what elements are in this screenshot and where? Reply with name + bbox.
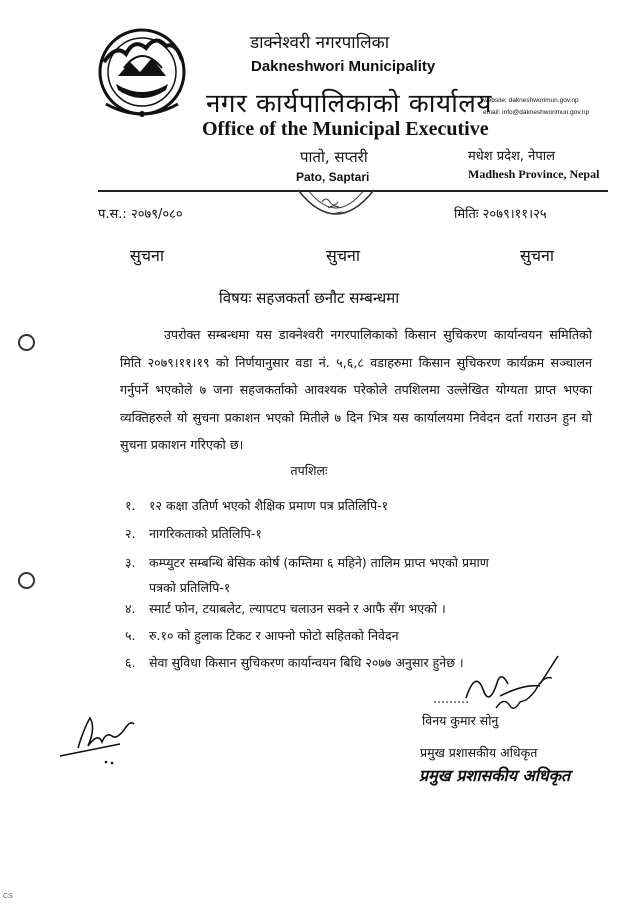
list-item (125, 497, 388, 514)
item-number: ४. (125, 601, 136, 616)
item-text: स्मार्ट फोन, टयाबलेट, ल्यापटप चलाउन सक्ने र आफै सँग भएको । (149, 601, 446, 616)
body-text: उपरोक्त सम्बन्धमा यस डाक्नेश्वरी नगरपालिकाको किसान सुचिकरण कार्यान्वयन समितिको मिति २०७९।११।१९ को निर्णयानुसार वडा नं. ५,६,८ वडाहरुमा किसान सुचिकरण कार्यक्रम सञ्चालन गर्नुपर्ने भएकोले ७ जना सहजकर्ताको आवश्यक परेकोले तपशिलमा उल्लेखित योग्यता प्राप्त भएका व्यक्तिहरुले यो सुचना प्रकाशन भएको मितीले ७ दिन भित्र यस कार्यालयमा निवेदन दर्ता गराउन हुन यो सुचना प्रकाशन गरिएको छ। (120, 327, 592, 452)
location-english: Pato, Saptari (296, 170, 370, 184)
office-stamp (292, 186, 380, 228)
item-text: नागरिकताको प्रतिलिपि-१ (149, 526, 262, 541)
list-item (125, 525, 262, 542)
email-text: email: info@dakneshworimun.gov.np (483, 109, 590, 116)
list-item (125, 550, 595, 600)
title-stamp: प्रमुख प्रशासकीय अधिकृत (419, 766, 571, 785)
list-item (125, 654, 464, 671)
office-name-nepali: नगर कार्यपालिकाको कार्यालय (206, 89, 493, 119)
item-number: १. (125, 498, 136, 513)
signer-title: प्रमुख प्रशासकीय अधिकृत (420, 745, 538, 760)
item-number: २. (125, 526, 136, 541)
list-item (125, 600, 446, 617)
location-nepali: पातो, सप्तरी (300, 148, 368, 166)
notice-label: सुचना (326, 246, 361, 265)
item-number: ६. (125, 655, 136, 670)
municipality-name-english: Dakneshwori Municipality (251, 58, 436, 75)
punch-hole (18, 572, 35, 589)
office-name-english: Office of the Municipal Executive (202, 118, 489, 140)
notice-label: सुचना (130, 246, 165, 265)
letter-date: मितिः २०७९।११।२५ (454, 207, 547, 222)
notice-label: सुचना (520, 246, 555, 265)
witness-signature (58, 712, 158, 768)
annex-title: तपशिलः (290, 463, 328, 478)
item-text: कम्प्युटर सम्बन्धि बेसिक कोर्ष (कम्तिमा ६ महिने) तालिम प्राप्त भएको प्रमाण (149, 555, 489, 570)
body-paragraph (120, 321, 592, 459)
item-text: १२ कक्षा उतिर्ण भएको शैक्षिक प्रमाण पत्र प्रतिलिपि-१ (149, 498, 389, 513)
item-number: ३. (125, 555, 136, 570)
list-item (125, 627, 399, 644)
province-english: Madhesh Province, Nepal (468, 167, 600, 181)
item-text: रु.१० को हुलाक टिकट र आफ्नो फोटो सहितको निवेदन (149, 628, 399, 643)
reference-number: प.स.: २०७९/०८० (98, 207, 183, 222)
municipality-name-nepali: डाक्नेश्वरी नगरपालिका (250, 33, 390, 53)
municipality-logo (96, 24, 188, 122)
item-text-continued: पत्रको प्रतिलिपि-१ (149, 580, 231, 595)
item-number: ५. (125, 628, 136, 643)
punch-hole (18, 334, 35, 351)
signer-name: विनय कुमार सोनु (422, 713, 499, 728)
item-text: सेवा सुविधा किसान सुचिकरण कार्यान्वयन बिधि २०७७ अनुसार हुनेछ । (149, 655, 464, 670)
subject-line: विषयः सहजकर्ता छनौट सम्बन्धमा (218, 289, 400, 307)
province-nepali: मधेश प्रदेश, नेपाल (468, 149, 555, 164)
scanner-watermark: CS (3, 893, 13, 900)
website-text: website: dakneshworimun.gov.np (483, 97, 579, 104)
